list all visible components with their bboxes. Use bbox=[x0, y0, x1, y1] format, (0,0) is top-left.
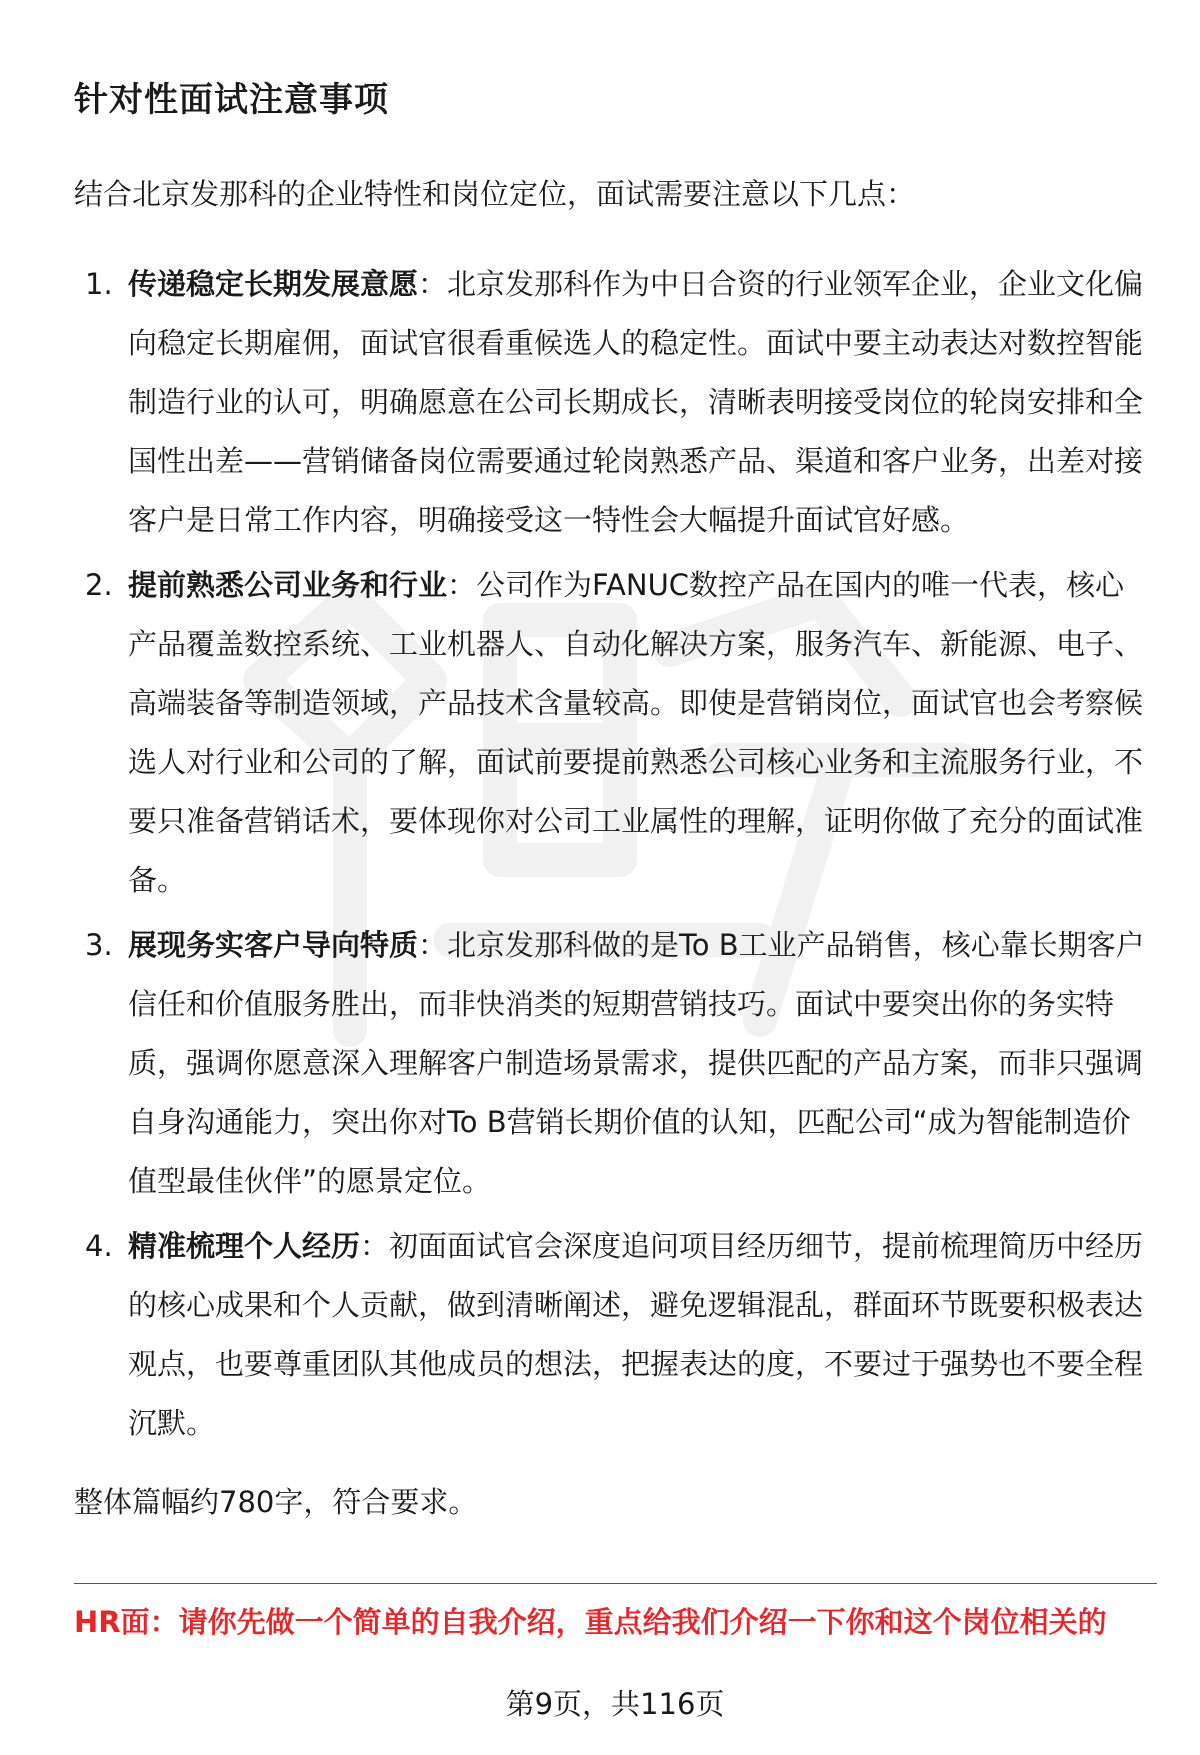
list-item-number: 4. bbox=[85, 1229, 113, 1263]
list-item-title: 传递稳定长期发展意愿 bbox=[128, 267, 419, 301]
list-item-number: 2. bbox=[85, 568, 113, 602]
list-item-number: 3. bbox=[85, 928, 113, 962]
summary-text: 整体篇幅约780字，符合要求。 bbox=[74, 1485, 478, 1519]
list-item-title: 展现务实客户导向特质 bbox=[128, 928, 419, 962]
list-item bbox=[0, 255, 1200, 550]
list-item-body: ：北京发那科做的是To B工业产品销售，核心靠长期客户信任和价值服务胜出，而非快消类的短期营销技巧。面试中要突出你的务实特质，强调你愿意深入理解客户制造场景需求，提供匹配的产品方案，而非只强调自身沟通能力，突出你对To B营销长期价值的认知，匹配公司“成为智能制造价值型最佳伙伴”的愿景定位。 bbox=[128, 928, 1145, 1198]
intro-paragraph: 结合北京发那科的企业特性和岗位定位，面试需要注意以下几点： bbox=[74, 177, 916, 211]
list-item-body: ：北京发那科作为中日合资的行业领军企业，企业文化偏向稳定长期雇佣，面试官很看重候选人的稳定性。面试中要主动表达对数控智能制造行业的认可，明确愿意在公司长期成长，清晰表明接受岗位的轮岗安排和全国性出差——营销储备岗位需要通过轮岗熟悉产品、渠道和客户业务，出差对接客户是日常工作内容，明确接受这一特性会大幅提升面试官好感。 bbox=[128, 267, 1144, 537]
list-item bbox=[0, 1217, 1200, 1453]
list-item-title: 精准梳理个人经历 bbox=[128, 1229, 361, 1263]
list-item-number: 1. bbox=[85, 267, 113, 301]
list-item-title: 提前熟悉公司业务和行业 bbox=[128, 568, 448, 602]
section-heading: 针对性面试注意事项 bbox=[74, 80, 389, 120]
divider-line bbox=[74, 1583, 1157, 1584]
hr-question-heading: HR面：请你先做一个简单的自我介绍，重点给我们介绍一下你和这个岗位相关的 bbox=[74, 1605, 1107, 1639]
list-item-body: ：公司作为FANUC数控产品在国内的唯一代表，核心产品覆盖数控系统、工业机器人、自动化解决方案，服务汽车、新能源、电子、高端装备等制造领域，产品技术含量较高。即使是营销岗位，面试官也会考察候选人对行业和公司的了解，面试前要提前熟悉公司核心业务和主流服务行业，不要只准备营销话术，要体现你对公司工业属性的理解，证明你做了充分的面试准备。 bbox=[128, 568, 1144, 897]
list-item-body: ：初面面试官会深度追问项目经历细节，提前梳理简历中经历的核心成果和个人贡献，做到清晰阐述，避免逻辑混乱，群面环节既要积极表达观点，也要尊重团队其他成员的想法，把握表达的度，不要过于强势也不要全程沉默。 bbox=[128, 1229, 1144, 1440]
list-item bbox=[0, 556, 1200, 910]
tips-list bbox=[0, 255, 1200, 1459]
page-number: 第9页，共116页 bbox=[505, 1687, 725, 1721]
list-item bbox=[0, 916, 1200, 1211]
